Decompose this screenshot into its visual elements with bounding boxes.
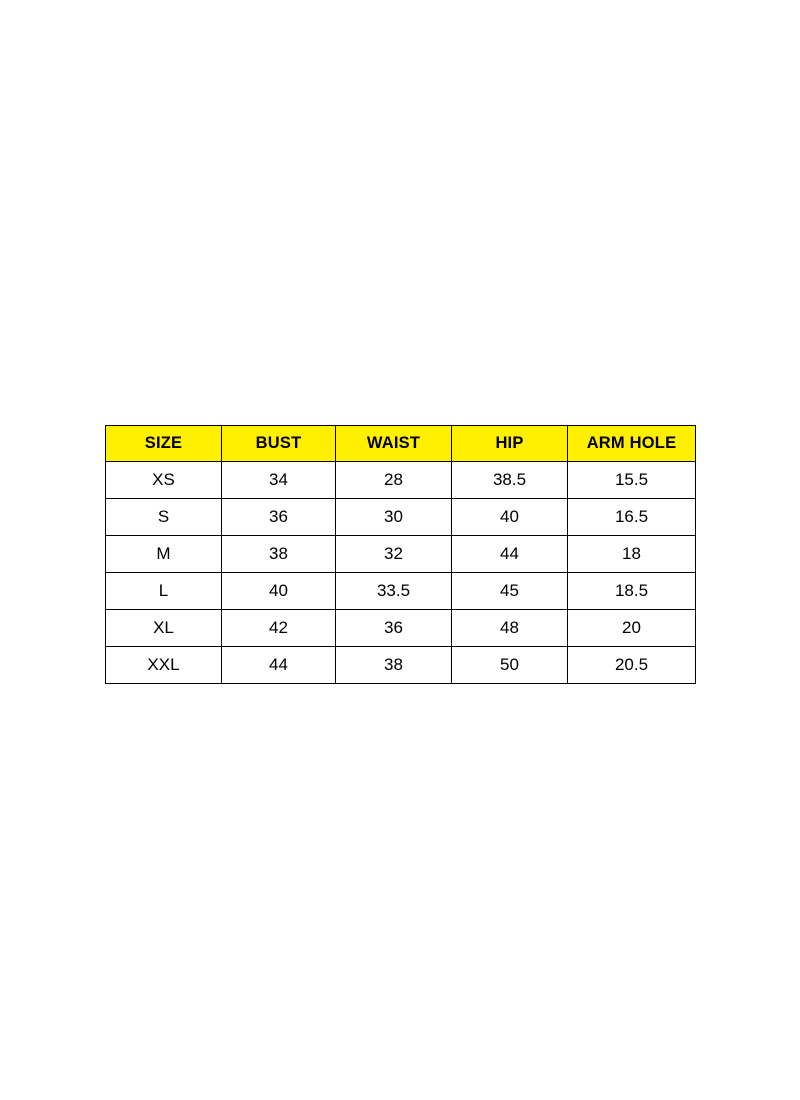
cell-bust: 36 <box>222 499 336 536</box>
size-chart-table <box>105 425 696 684</box>
cell-waist: 33.5 <box>336 573 452 610</box>
column-header-hip: HIP <box>452 426 568 462</box>
cell-arm-hole: 16.5 <box>568 499 696 536</box>
cell-arm-hole: 18.5 <box>568 573 696 610</box>
column-header-size: SIZE <box>106 426 222 462</box>
cell-arm-hole: 20 <box>568 610 696 647</box>
cell-size: S <box>106 499 222 536</box>
table-row <box>106 536 696 573</box>
cell-size: XS <box>106 462 222 499</box>
cell-hip: 48 <box>452 610 568 647</box>
table-header-row <box>106 426 696 462</box>
table-body <box>106 462 696 684</box>
cell-bust: 44 <box>222 647 336 684</box>
cell-bust: 38 <box>222 536 336 573</box>
table-row <box>106 462 696 499</box>
column-header-waist: WAIST <box>336 426 452 462</box>
cell-waist: 36 <box>336 610 452 647</box>
cell-arm-hole: 20.5 <box>568 647 696 684</box>
table-row <box>106 573 696 610</box>
cell-hip: 40 <box>452 499 568 536</box>
cell-bust: 34 <box>222 462 336 499</box>
cell-waist: 32 <box>336 536 452 573</box>
cell-arm-hole: 18 <box>568 536 696 573</box>
column-header-bust: BUST <box>222 426 336 462</box>
cell-waist: 28 <box>336 462 452 499</box>
cell-hip: 50 <box>452 647 568 684</box>
cell-size: XXL <box>106 647 222 684</box>
cell-bust: 40 <box>222 573 336 610</box>
cell-hip: 45 <box>452 573 568 610</box>
size-chart-container <box>105 425 695 684</box>
cell-size: XL <box>106 610 222 647</box>
cell-arm-hole: 15.5 <box>568 462 696 499</box>
column-header-arm-hole: ARM HOLE <box>568 426 696 462</box>
cell-waist: 38 <box>336 647 452 684</box>
cell-hip: 44 <box>452 536 568 573</box>
table-header <box>106 426 696 462</box>
cell-size: L <box>106 573 222 610</box>
cell-waist: 30 <box>336 499 452 536</box>
table-row <box>106 499 696 536</box>
table-row <box>106 647 696 684</box>
cell-size: M <box>106 536 222 573</box>
cell-bust: 42 <box>222 610 336 647</box>
table-row <box>106 610 696 647</box>
cell-hip: 38.5 <box>452 462 568 499</box>
